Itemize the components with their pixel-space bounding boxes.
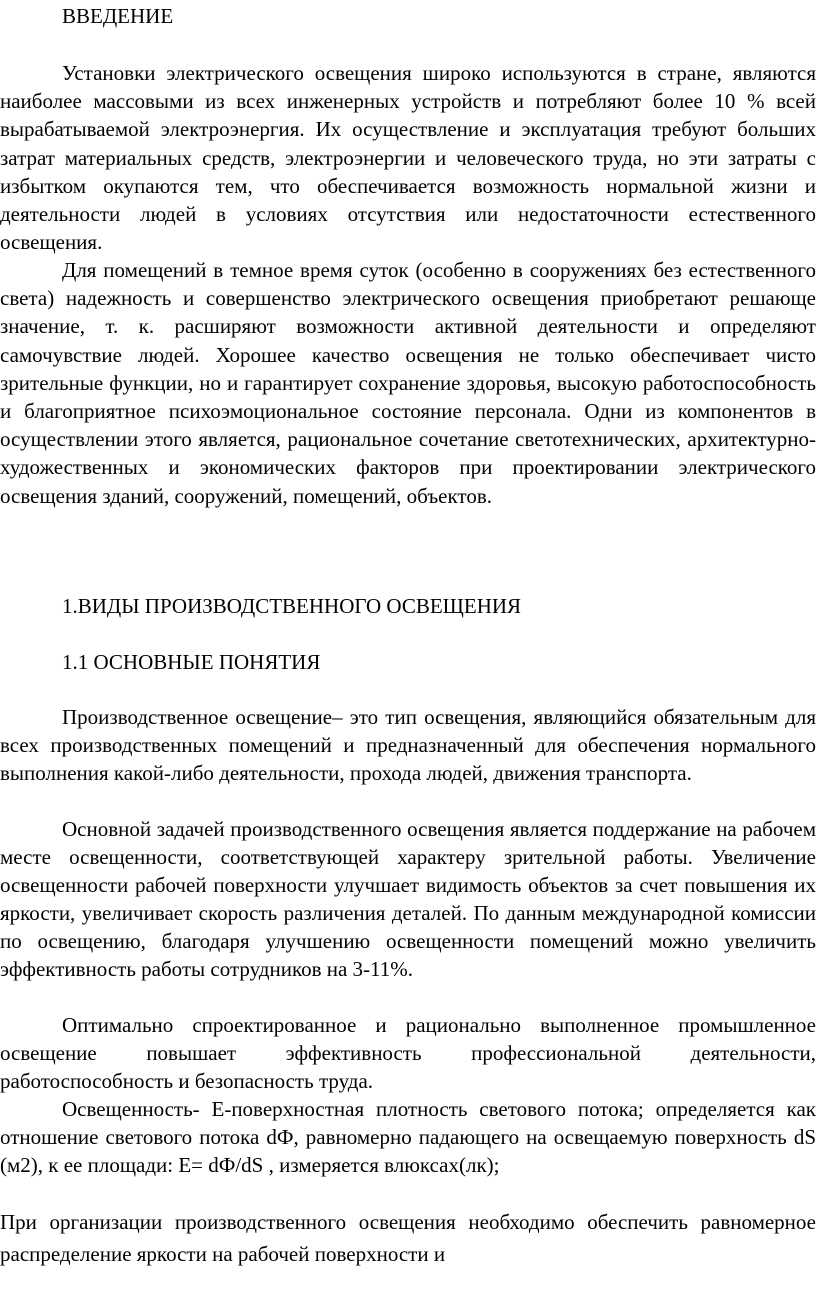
intro-paragraph-2: Для помещений в темное время суток (особенно в сооружениях без естественного света) надежность и совершенство электрического освещения приобретают решающе значение, т. к. расширяют возможности активной деятельности и определяют самочувствие людей. Хорошее качество освещения не только обеспечивает чисто зрительные функции, но и гарантирует сохранение здоровья, высокую работоспособность и благоприятное психоэмоциональное состояние персонала. Одни из компонентов в осуществлении этого является, рациональное сочетание светотехнических, архитектурно-художественных и экономических факторов при проектировании электрического освещения зданий, сооружений, помещений, объектов.	[0, 258, 816, 508]
intro-paragraph-1: Установки электрического освещения широко используются в стране, являются наиболее массовыми из всех инженерных устройств и потребляют более 10 % всей вырабатываемой электроэнергия. Их осуществление и эксплуатация требуют больших затрат материальных средств, электроэнергии и человеческого труда, но эти затраты с избытком окупаются тем, что обеспечивается возможность нормальной жизни и деятельности людей в условиях отсутствия или недостаточности естественного освещения.	[0, 61, 816, 255]
section-1-heading: 1.ВИДЫ ПРОИЗВОДСТВЕННОГО ОСВЕЩЕНИЯ	[62, 594, 522, 618]
body-paragraph-4: Освещенность- Е-поверхностная плотность светового потока; определяется как отношение светового потока dФ, равномерно падающего на освещаемую поверхность dS (м2), к ее площади: Е= dФ/dS , измеряется влюксах(лк);	[0, 1097, 816, 1177]
body-paragraph-3: Оптимально спроектированное и рационально выполненное промышленное освещение повышает эффективность профессиональной деятельности, работоспособность и безопасность труда.	[0, 1013, 816, 1093]
body-paragraph-2: Основной задачей производственного освещения является поддержание на рабочем месте освещенности, соответствующей характеру зрительной работы. Увеличение освещенности рабочей поверхности улучшает видимость объектов за счет повышения их яркости, увеличивает скорость различения деталей. По данным международной комиссии по освещению, благодаря улучшению освещенности помещений можно увеличить эффективность работы сотрудников на 3-11%.	[0, 817, 816, 981]
body-paragraph-5: При организации производственного освещения необходимо обеспечить равномерное распределение яркости на рабочей поверхности и	[0, 1210, 816, 1266]
intro-heading: ВВЕДЕНИЕ	[62, 4, 174, 28]
section-1-1-heading: 1.1 ОСНОВНЫЕ ПОНЯТИЯ	[62, 650, 321, 674]
body-paragraph-1: Производственное освещение– это тип освещения, являющийся обязательным для всех производственных помещений и предназначенный для обеспечения нормального выполнения какой-либо деятельности, прохода людей, движения транспорта.	[0, 705, 816, 785]
